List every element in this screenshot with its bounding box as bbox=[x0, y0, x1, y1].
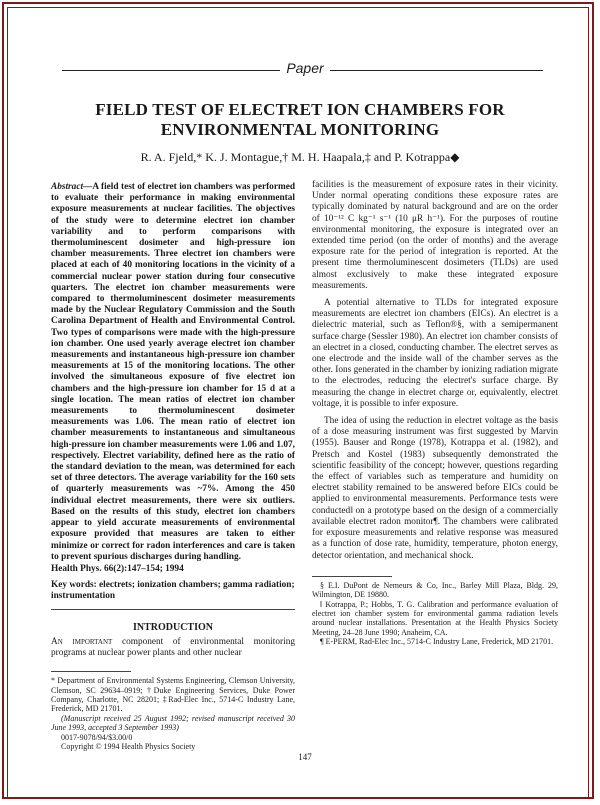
article-code: 0017-9078/94/$3.00/0 bbox=[61, 732, 133, 742]
manuscript-dates: (Manuscript received 25 August 1992; revised manuscript received 30 June 1993, accepted 3 September 1993) bbox=[51, 713, 295, 733]
abstract-lead: Abstract bbox=[51, 182, 84, 192]
section-label: Paper bbox=[286, 60, 324, 76]
body-paragraph-3: The idea of using the reduction in electret voltage as the basis of a dose measuring instrument was first suggested by Marvin (1955). Bauser and Ronge (1978), Kotrappa et al. (1982), and Pretsch and Kostel (1983) subsequently demonstrated the scientific feasibility of the concept; however, questions regarding the effect of variables such as temperature and humidity on electret stability remained to be answered before EICs could be applied to environmental measurements. Performance tests were conducted‖ on a prototype based on the design of a commercially available electret radon monitor¶. The chambers were calibrated for exposure measurements and relative response was measured as a function of dose rate, humidity, temperature, photon energy, detector orientation, and mechanical shock. bbox=[312, 416, 558, 561]
author-list: R. A. Fjeld,* K. J. Montague,† M. H. Haapala,‡ and P. Kotrappa◆ bbox=[140, 150, 460, 164]
introduction-heading: INTRODUCTION bbox=[132, 621, 213, 633]
introduction-paragraph bbox=[51, 637, 295, 659]
body-paragraph-2: A potential alternative to TLDs for integrated exposure measurements are electret ion chambers (EICs). An electret is a dielectric material, such as Teflon®§, with a semipermanent surface charge (Sessler 1980). An electret ion chamber consists of an electret in a closed, conducting chamber. The electret serves as one electrode and the inside wall of the chamber serves as the other. Ions generated in the chamber by ionizing radiation migrate to the electrodes, reducing the electret's surface charge. By measuring the change in electret charge or, equivalently, electret voltage, it is possible to infer exposure. bbox=[312, 298, 558, 409]
abstract-divider bbox=[51, 609, 295, 610]
footnote-divider-right bbox=[312, 576, 392, 577]
introduction-text: component of environmental monitoring programs at nuclear power plants and other nuclear bbox=[51, 636, 295, 658]
keywords: Key words: electrets; ionization chambers; gamma radiation; instrumentation bbox=[51, 580, 295, 602]
affiliation-footnote: * Department of Environmental Systems Engineering, Clemson University, Clemson, SC 29634–0919; †Duke Engineering Services, Duke Power Company, Charlotte, NC 28201; ‡Rad-Elec Inc., 5714-C Industry Lane, Frederick, MD 21701. bbox=[51, 676, 295, 714]
header-rule-left bbox=[62, 70, 280, 71]
copyright-notice: Copyright © 1994 Health Physics Society bbox=[61, 741, 196, 751]
abstract-text: —A field test of electret ion chambers was performed to evaluate their performance in making environmental exposure measurements at nuclear facilities. The objectives of the study were to determine electret ion chamber variability and to perform comparisons with thermoluminescent dosimeter and high-pressure ion chamber measurements. Three electret ion chambers were placed at each of 40 monitoring locations in the vicinity of a commercial nuclear power station during four consecutive quarters. The electret ion chamber measurements were compared to thermoluminescent dosimeter measurements made by the Nuclear Regulatory Commission and the South Carolina Department of Health and Environmental Control. Two types of comparisons were made with the high-pressure ion chamber. One used yearly average electret ion chamber measurements and instantaneous high-pressure ion chamber measurements at 15 of the monitoring locations. The other involved the simultaneous exposure of five electret ion chambers and the high-pressure ion chamber for 15 d at a single location. The mean ratios of electret ion chamber measurements to thermoluminescent dosimeter measurements was 1.06. The mean ratio of electret ion chamber measurements to instantaneous and simultaneous high-pressure ion chamber measurements were 1.06 and 1.07, respectively. Electret variability, defined here as the ratio of the standard deviation to the mean, was determined for each set of three detectors. The average variability for the 160 sets of quarterly measurements was ~7%. Among the 450 individual electret measurements, there were six outliers. Based on the results of this study, electret ion chambers appear to yield accurate measurements of environmental exposure provided that measures are taken to either minimize or correct for radon interferences and care is taken to prevent spurious discharges during handling. bbox=[51, 182, 295, 562]
footnote-dupont: § E.I. DuPont de Nemeurs & Co, Inc., Barley Mill Plaza, Bldg. 29, Wilmington, DE 19880. bbox=[312, 580, 558, 600]
page-number: 147 bbox=[298, 752, 312, 762]
introduction-lead: An important bbox=[51, 636, 113, 647]
body-paragraph-1: facilities is the measurement of exposure rates in their vicinity. Under normal operating conditions these exposure rates are typically dominated by natural background and are on the order of 10⁻¹² C kg⁻¹ s⁻¹ (10 μR h⁻¹). For the purposes of routine environmental monitoring, the exposure is integrated over an extended time period (on the order of months) and the average exposure rate for the period of integration is reported. At the present time thermoluminescent dosimeters (TLDs) are used almost exclusively to make these integrated exposure measurements. bbox=[312, 180, 558, 291]
journal-citation: Health Phys. 66(2):147–154; 1994 bbox=[51, 563, 184, 574]
footnote-kotrappa: ‖ Kotrappa, P.; Hobbs, T. G. Calibration and performance evaluation of electret ion chamber system for environmental gamma radiation levels around nuclear installations. Presentation at the Health Physics Society Meeting, 24–28 June 1990; Anaheim, CA. bbox=[312, 599, 558, 637]
abstract bbox=[51, 182, 295, 563]
footnote-eperm: ¶ E-PERM, Rad-Elec Inc., 5714-C Industry Lane, Frederick, MD 21701. bbox=[320, 637, 554, 647]
footnote-divider-left bbox=[51, 671, 131, 672]
left-column bbox=[51, 182, 295, 751]
paper-title: FIELD TEST OF ELECTRET ION CHAMBERS FOR ENVIRONMENTAL MONITORING bbox=[95, 100, 505, 139]
header-rule-right bbox=[330, 70, 543, 71]
right-column bbox=[312, 180, 558, 647]
